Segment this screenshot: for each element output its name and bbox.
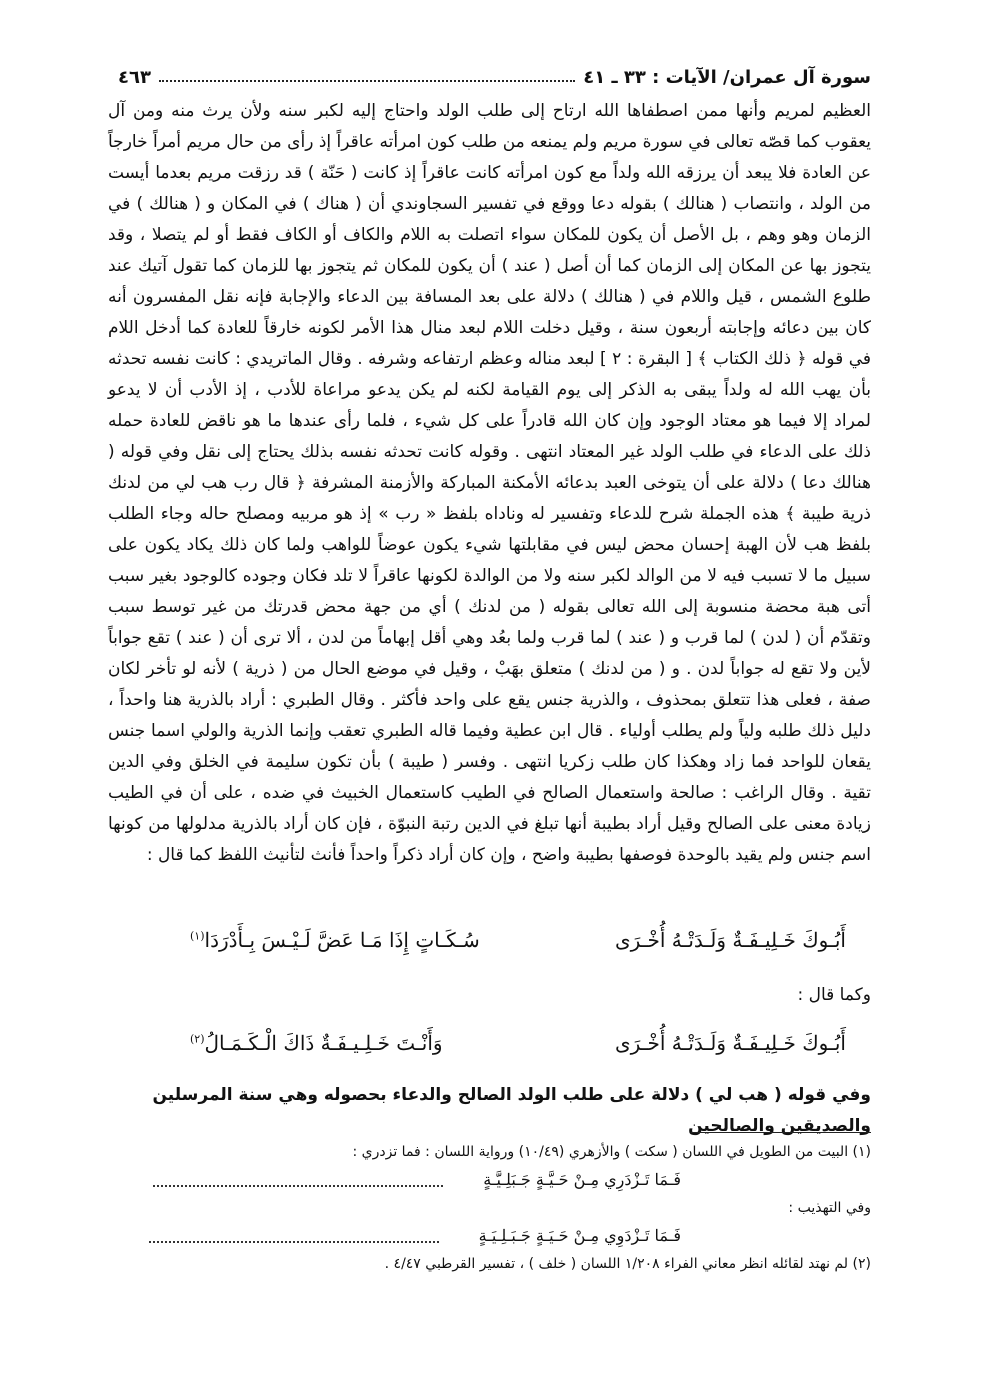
footnote-mark-2: (٢) xyxy=(190,1032,205,1046)
footnote-separator xyxy=(691,1132,871,1133)
main-text xyxy=(108,96,871,871)
page-number: ٤٦٣ xyxy=(118,66,151,88)
footnote-1-label: وفي التهذيب : xyxy=(788,1200,871,1216)
chapter-title: سورة آل عمران/ الآيات : ٣٣ ـ ٤١ xyxy=(583,66,871,88)
verse-1-second-hemistich: سُـكَـاتٍ إِذَا مَـا عَضَّ لَـيْـسَ بِـأَدْرَدَا xyxy=(204,928,480,952)
closing-line: وفي قوله ( هب لي ) دلالة على طلب الولد الصالح والدعاء بحصوله وهي سنة المرسلين والصديقين والصالحين xyxy=(152,1085,871,1136)
verse-intro-label: وكما قال : xyxy=(797,985,871,1005)
verse-2-first-hemistich: أَبُـوكَ خَـلِيـفَـةٌ وَلَـدَتْـهُ أُخْـرَى xyxy=(614,1031,846,1055)
header-dot-leader xyxy=(159,80,575,82)
footnote-mark-1: (١) xyxy=(190,929,205,943)
footnote-1-verse-1 xyxy=(118,1168,871,1192)
verse-1-second-hemistich-wrap xyxy=(190,928,480,952)
running-header xyxy=(118,60,871,94)
footnote-1-verse-1-text: فَـمَا تَـزْدَرِي مِـنْ حَـيَّـةٍ جَـبَلِـيَّـةٍ xyxy=(483,1170,681,1189)
verse-2-second-hemistich-wrap xyxy=(190,1031,443,1055)
verse-2-second-hemistich: وَأَنْـتَ خَـلِـيـفَـةٌ ذَاكَ الْـكَـمَـالُ xyxy=(204,1031,443,1055)
footnote-2: (٢) لم نهتد لقائله انظر معاني الفراء ١/٢٠٨ اللسان ( خلف ) ، تفسير القرطبي ٤/٤٧ . xyxy=(384,1256,871,1272)
verse-1-first-hemistich: أَبُـوكَ خَـلِيـفَـةٌ وَلَـدَتْـهُ أُخْـرَى xyxy=(614,928,846,952)
footnote-dot-leader xyxy=(149,1241,439,1243)
footnotes xyxy=(118,1140,871,1276)
footnote-1-verse-2 xyxy=(118,1224,871,1248)
footnote-dot-leader xyxy=(153,1185,443,1187)
body-paragraph: العظيم لمريم وأنها ممن اصطفاها الله ارتاح إلى طلب الولد واحتاج إليه لكبر سنه ولأن يرث منه ومن آل يعقوب كما قصّه تعالى في سورة مريم ولم يمنعه من طلب كون امرأته عاقراً إذ رأى من حال مريم أمراً خارجاً عن العادة فلا يبعد أن يرزقه الله ولداً مع كون امرأته كانت عاقراً إذ كانت ( حَنّة ) قد رزقت مريم بعدما أيست من الولد ، وانتصاب ( هنالك ) بقوله دعا ووقع في تفسير السجاوندي أن ( هناك ) في المكان و ( هنالك ) في الزمان وهو وهم ، بل الأصل أن يكون للمكان سواء اتصلت به اللام والكاف أو الكاف فقط أو لم يتصلا ، وقد يتجوز بها عن المكان إلى الزمان كما أن أصل ( عند ) أن يكون للمكان ثم يتجوز بها للزمان كما تقول آتيك عند طلوع الشمس ، قيل واللام في ( هنالك ) دلالة على بعد المسافة بين الدعاء والإجابة فإنه نقل المفسرون أنه كان بين دعائه وإجابته أربعون سنة ، وقيل دخلت اللام لبعد منال هذا الأمر لكونه خارقاً للعادة كما أدخل اللام في قوله ﴿ ذلك الكتاب ﴾ [ البقرة : ٢ ] لبعد مناله وعظم ارتفاعه وشرفه . وقال الماتريدي : كانت نفسه تحدثه بأن يهب الله له ولداً يبقى به الذكر إلى يوم القيامة لكنه لم يكن يدعو مراعاة للأدب ، إذ الأدب أن لا يدعو لمراد إلا فيما هو معتاد الوجود وإن كان الله قادراً على كل شيء ، فلما رأى عندها ما هو ناقض للعادة حمله ذلك على الدعاء في طلب الولد غير المعتاد انتهى . وقوله كانت تحدثه نفسه بذلك يحتاج إلى نقل وفي قوله ( هنالك دعا ) دلالة على أن يتوخى العبد بدعائه الأمكنة المباركة والأزمنة المشرفة ﴿ قال رب هب لي من لدنك ذرية طيبة ﴾ هذه الجملة شرح للدعاء وتفسير له وناداه بلفظ « رب » إذ هو مربيه ومصلح حاله وجاء الطلب بلفظ هب لأن الهبة إحسان محض ليس في مقابلتها شيء يكون عوضاً للواهب ولما كان ذلك يكاد يكون على سبيل ما لا تسبب فيه لا من الوالد لكبر سنه ولا من الوالدة لكونها عاقراً لا تلد فكان وجوده كالوجود بغير سبب أتى هبة محضة منسوبة إلى الله تعالى بقوله ( من لدنك ) أي من جهة محض قدرتك من غير توسط سبب وتقدّم أن ( لدن ) لما قرب و ( عند ) لما قرب ولما بعُد وهي أقل إبهاماً من لدن ، ألا ترى أن ( عند ) تقع جواباً لأين ولا تقع له جواباً لدن . و ( من لدنك ) متعلق بهَبْ ، وقيل في موضع الحال من ( ذرية ) لأنه لو تأخر لكان صفة ، فعلى هذا تتعلق بمحذوف ، والذرية جنس يقع على واحد فأكثر . وقال الطبري : أراد بالذرية هنا واحداً ، دليل ذلك طلبه ولياً ولم يطلب أولياء . قال ابن عطية وفيما قاله الطبري تعقب وإنما الذرية والولي اسما جنس يقعان للواحد فما زاد وهكذا كان طلب زكريا انتهى . وفسر ( طيبة ) بأن تكون سليمة في الخلق وفي الدين تقية . وقال الراغب : صالحة واستعمال الصالح في الطيب كاستعمال الخبيث في ضده ، على أن في الطيب زيادة معنى على الصالح وقيل أراد بطيبة أنها تبلغ في الدين رتبة النبوّة ، فإن كان أراد بالذرية مدلولها من كونها اسم جنس ولم يقيد بالوحدة فوصفها بطيبة واضح ، وإن كان أراد ذكراً واحداً فأنث لتأنيث اللفظ كما قال : xyxy=(108,101,871,865)
footnote-1-verse-2-text: فَـمَا تَـزْدَوِي مِـنْ حَـيَـةٍ جَـبَـلِـيَـةٍ xyxy=(478,1226,681,1245)
footnote-1: (١) البيت من الطويل في اللسان ( سكت ) والأزهري (١٠/٤٩) ورواية اللسان : فما تزدري : xyxy=(352,1144,871,1160)
poetry-verse-2 xyxy=(190,1031,846,1055)
poetry-verse-1 xyxy=(190,928,846,952)
